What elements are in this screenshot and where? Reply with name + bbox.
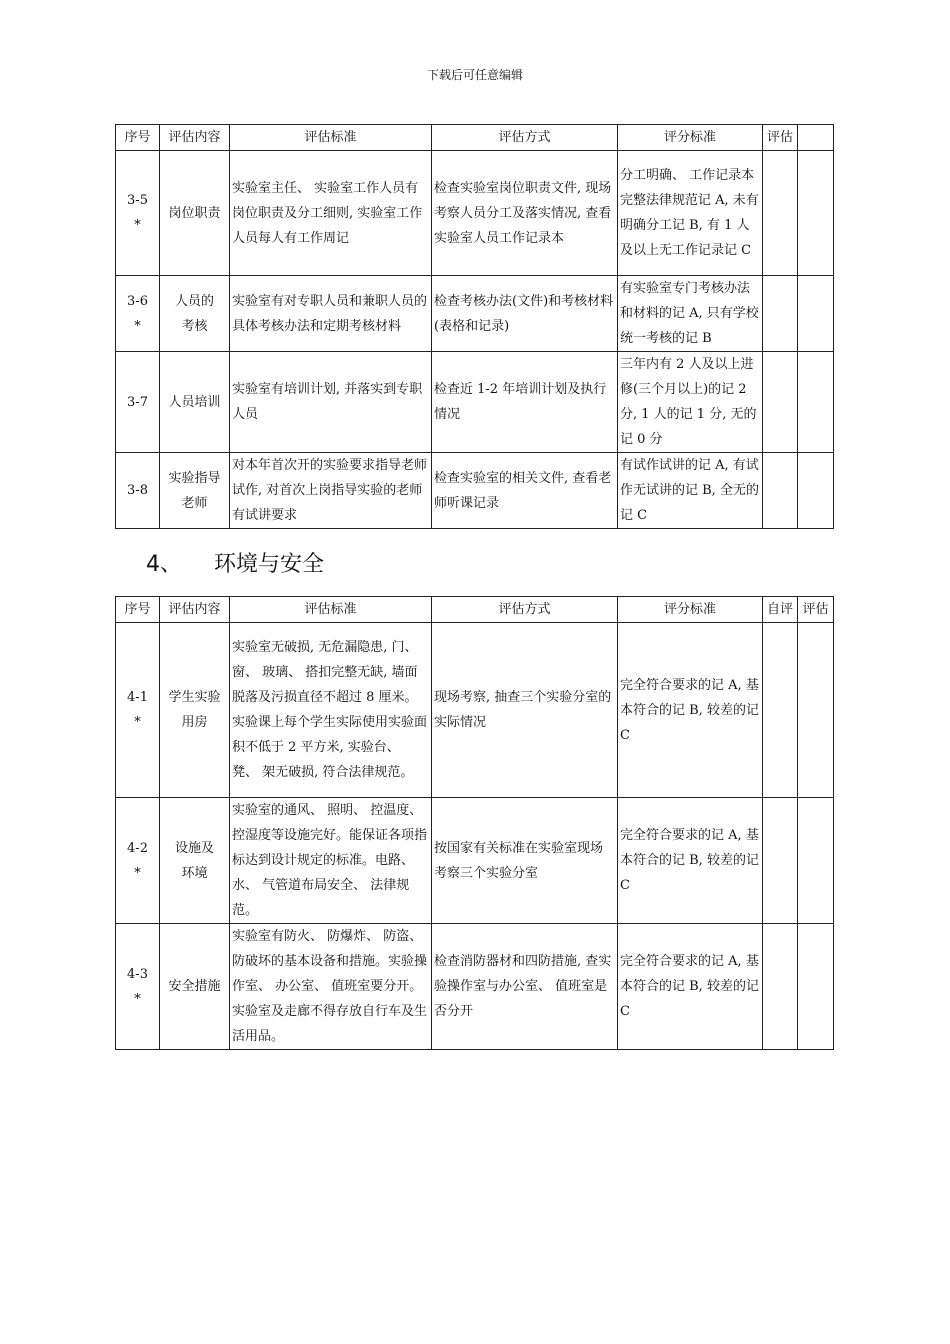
row-content: 设施及 环境 xyxy=(160,798,230,924)
row-method: 现场考察, 抽查三个实验分室的实际情况 xyxy=(432,623,618,798)
table-row xyxy=(116,276,834,352)
row-blank-cell xyxy=(798,453,834,529)
section-heading xyxy=(146,547,324,578)
col-header-method: 评估方式 xyxy=(432,597,618,623)
row-scoring: 完全符合要求的记 A, 基本符合的记 B, 较差的记 C xyxy=(618,798,763,924)
row-scoring: 分工明确、 工作记录本完整法律规范记 A, 未有明确分工记 B, 有 1 人及以上无工作记录记 C xyxy=(618,151,763,276)
row-standard: 实验室有对专职人员和兼职人员的具体考核办法和定期考核材料 xyxy=(230,276,432,352)
section-title: 环境与安全 xyxy=(214,552,325,577)
header-note: 下载后可任意编辑 xyxy=(426,68,523,82)
row-id: 3-5 * xyxy=(116,151,160,276)
col-header-evaluation: 评估 xyxy=(763,125,798,151)
row-id: 4-3 * xyxy=(116,924,160,1050)
col-header-method: 评估方式 xyxy=(432,125,618,151)
col-header-content: 评估内容 xyxy=(160,597,230,623)
col-header-scoring: 评分标准 xyxy=(618,597,763,623)
table-row xyxy=(116,798,834,924)
col-header-scoring: 评分标准 xyxy=(618,125,763,151)
row-scoring: 完全符合要求的记 A, 基本符合的记 B, 较差的记 C xyxy=(618,623,763,798)
evaluation-table-personnel xyxy=(115,124,834,529)
row-id: 3-6 * xyxy=(116,276,160,352)
row-id: 3-7 xyxy=(116,352,160,453)
table-row xyxy=(116,352,834,453)
table-row xyxy=(116,151,834,276)
row-standard: 实验室的通风、 照明、 控温度、 控湿度等设施完好。能保证各项指标达到设计规定的标准。电路、 水、 气管道布局安全、 法律规范。 xyxy=(230,798,432,924)
table-row xyxy=(116,924,834,1050)
row-blank-cell xyxy=(798,276,834,352)
row-id: 3-8 xyxy=(116,453,160,529)
col-header-id: 序号 xyxy=(116,597,160,623)
row-content: 人员的 考核 xyxy=(160,276,230,352)
row-standard: 实验室主任、 实验室工作人员有岗位职责及分工细则, 实验室工作人员每人有工作周记 xyxy=(230,151,432,276)
row-blank-cell xyxy=(798,151,834,276)
row-method: 检查实验室的相关文件, 查看老师听课记录 xyxy=(432,453,618,529)
row-id: 4-1 * xyxy=(116,623,160,798)
col-header-blank xyxy=(798,125,834,151)
row-blank-cell xyxy=(798,352,834,453)
row-standard: 实验室有培训计划, 并落实到专职人员 xyxy=(230,352,432,453)
row-content: 实验指导 老师 xyxy=(160,453,230,529)
col-header-standard: 评估标准 xyxy=(230,597,432,623)
col-header-content: 评估内容 xyxy=(160,125,230,151)
row-eval-cell xyxy=(763,276,798,352)
row-scoring: 完全符合要求的记 A, 基本符合的记 B, 较差的记 C xyxy=(618,924,763,1050)
row-standard: 实验室有防火、 防爆炸、 防盗、 防破坏的基本设备和措施。实验操作室、 办公室、 值班室要分开。实验室及走廊不得存放自行车及生活用品。 xyxy=(230,924,432,1050)
row-content: 人员培训 xyxy=(160,352,230,453)
col-header-self-eval: 自评 xyxy=(763,597,798,623)
row-eval-cell xyxy=(763,453,798,529)
row-method: 检查实验室岗位职责文件, 现场考察人员分工及落实情况, 查看实验室人员工作记录本 xyxy=(432,151,618,276)
row-standard: 实验室无破损, 无危漏隐患, 门、 窗、 玻璃、 搭扣完整无缺, 墙面脱落及污损直径不超过 8 厘米。实验课上每个学生实际使用实验面积不低于 2 平方米, 实验台、 凳、 架无破损, 符合法律规范。 xyxy=(230,623,432,798)
row-method: 检查考核办法(文件)和考核材料(表格和记录) xyxy=(432,276,618,352)
row-eval-cell xyxy=(798,924,834,1050)
row-scoring: 三年内有 2 人及以上进修(三个月以上)的记 2 分, 1 人的记 1 分, 无的记 0 分 xyxy=(618,352,763,453)
row-content: 学生实验 用房 xyxy=(160,623,230,798)
row-standard: 对本年首次开的实验要求指导老师试作, 对首次上岗指导实验的老师有试讲要求 xyxy=(230,453,432,529)
row-method: 检查近 1-2 年培训计划及执行情况 xyxy=(432,352,618,453)
table-header-row xyxy=(116,125,834,151)
row-method: 检查消防器材和四防措施, 查实验操作室与办公室、 值班室是否分开 xyxy=(432,924,618,1050)
table-header-row xyxy=(116,597,834,623)
col-header-id: 序号 xyxy=(116,125,160,151)
row-self-eval-cell xyxy=(763,798,798,924)
row-content: 安全措施 xyxy=(160,924,230,1050)
row-scoring: 有试作试讲的记 A, 有试作无试讲的记 B, 全无的记 C xyxy=(618,453,763,529)
row-eval-cell xyxy=(763,151,798,276)
table-row xyxy=(116,453,834,529)
row-method: 按国家有关标准在实验室现场考察三个实验分室 xyxy=(432,798,618,924)
row-eval-cell xyxy=(763,352,798,453)
table-row xyxy=(116,623,834,798)
col-header-standard: 评估标准 xyxy=(230,125,432,151)
row-id: 4-2 * xyxy=(116,798,160,924)
row-eval-cell xyxy=(798,623,834,798)
row-self-eval-cell xyxy=(763,623,798,798)
row-content: 岗位职责 xyxy=(160,151,230,276)
row-scoring: 有实验室专门考核办法和材料的记 A, 只有学校统一考核的记 B xyxy=(618,276,763,352)
section-number: 4、 xyxy=(146,552,182,577)
row-self-eval-cell xyxy=(763,924,798,1050)
evaluation-table-environment xyxy=(115,596,834,1050)
col-header-evaluation: 评估 xyxy=(798,597,834,623)
row-eval-cell xyxy=(798,798,834,924)
